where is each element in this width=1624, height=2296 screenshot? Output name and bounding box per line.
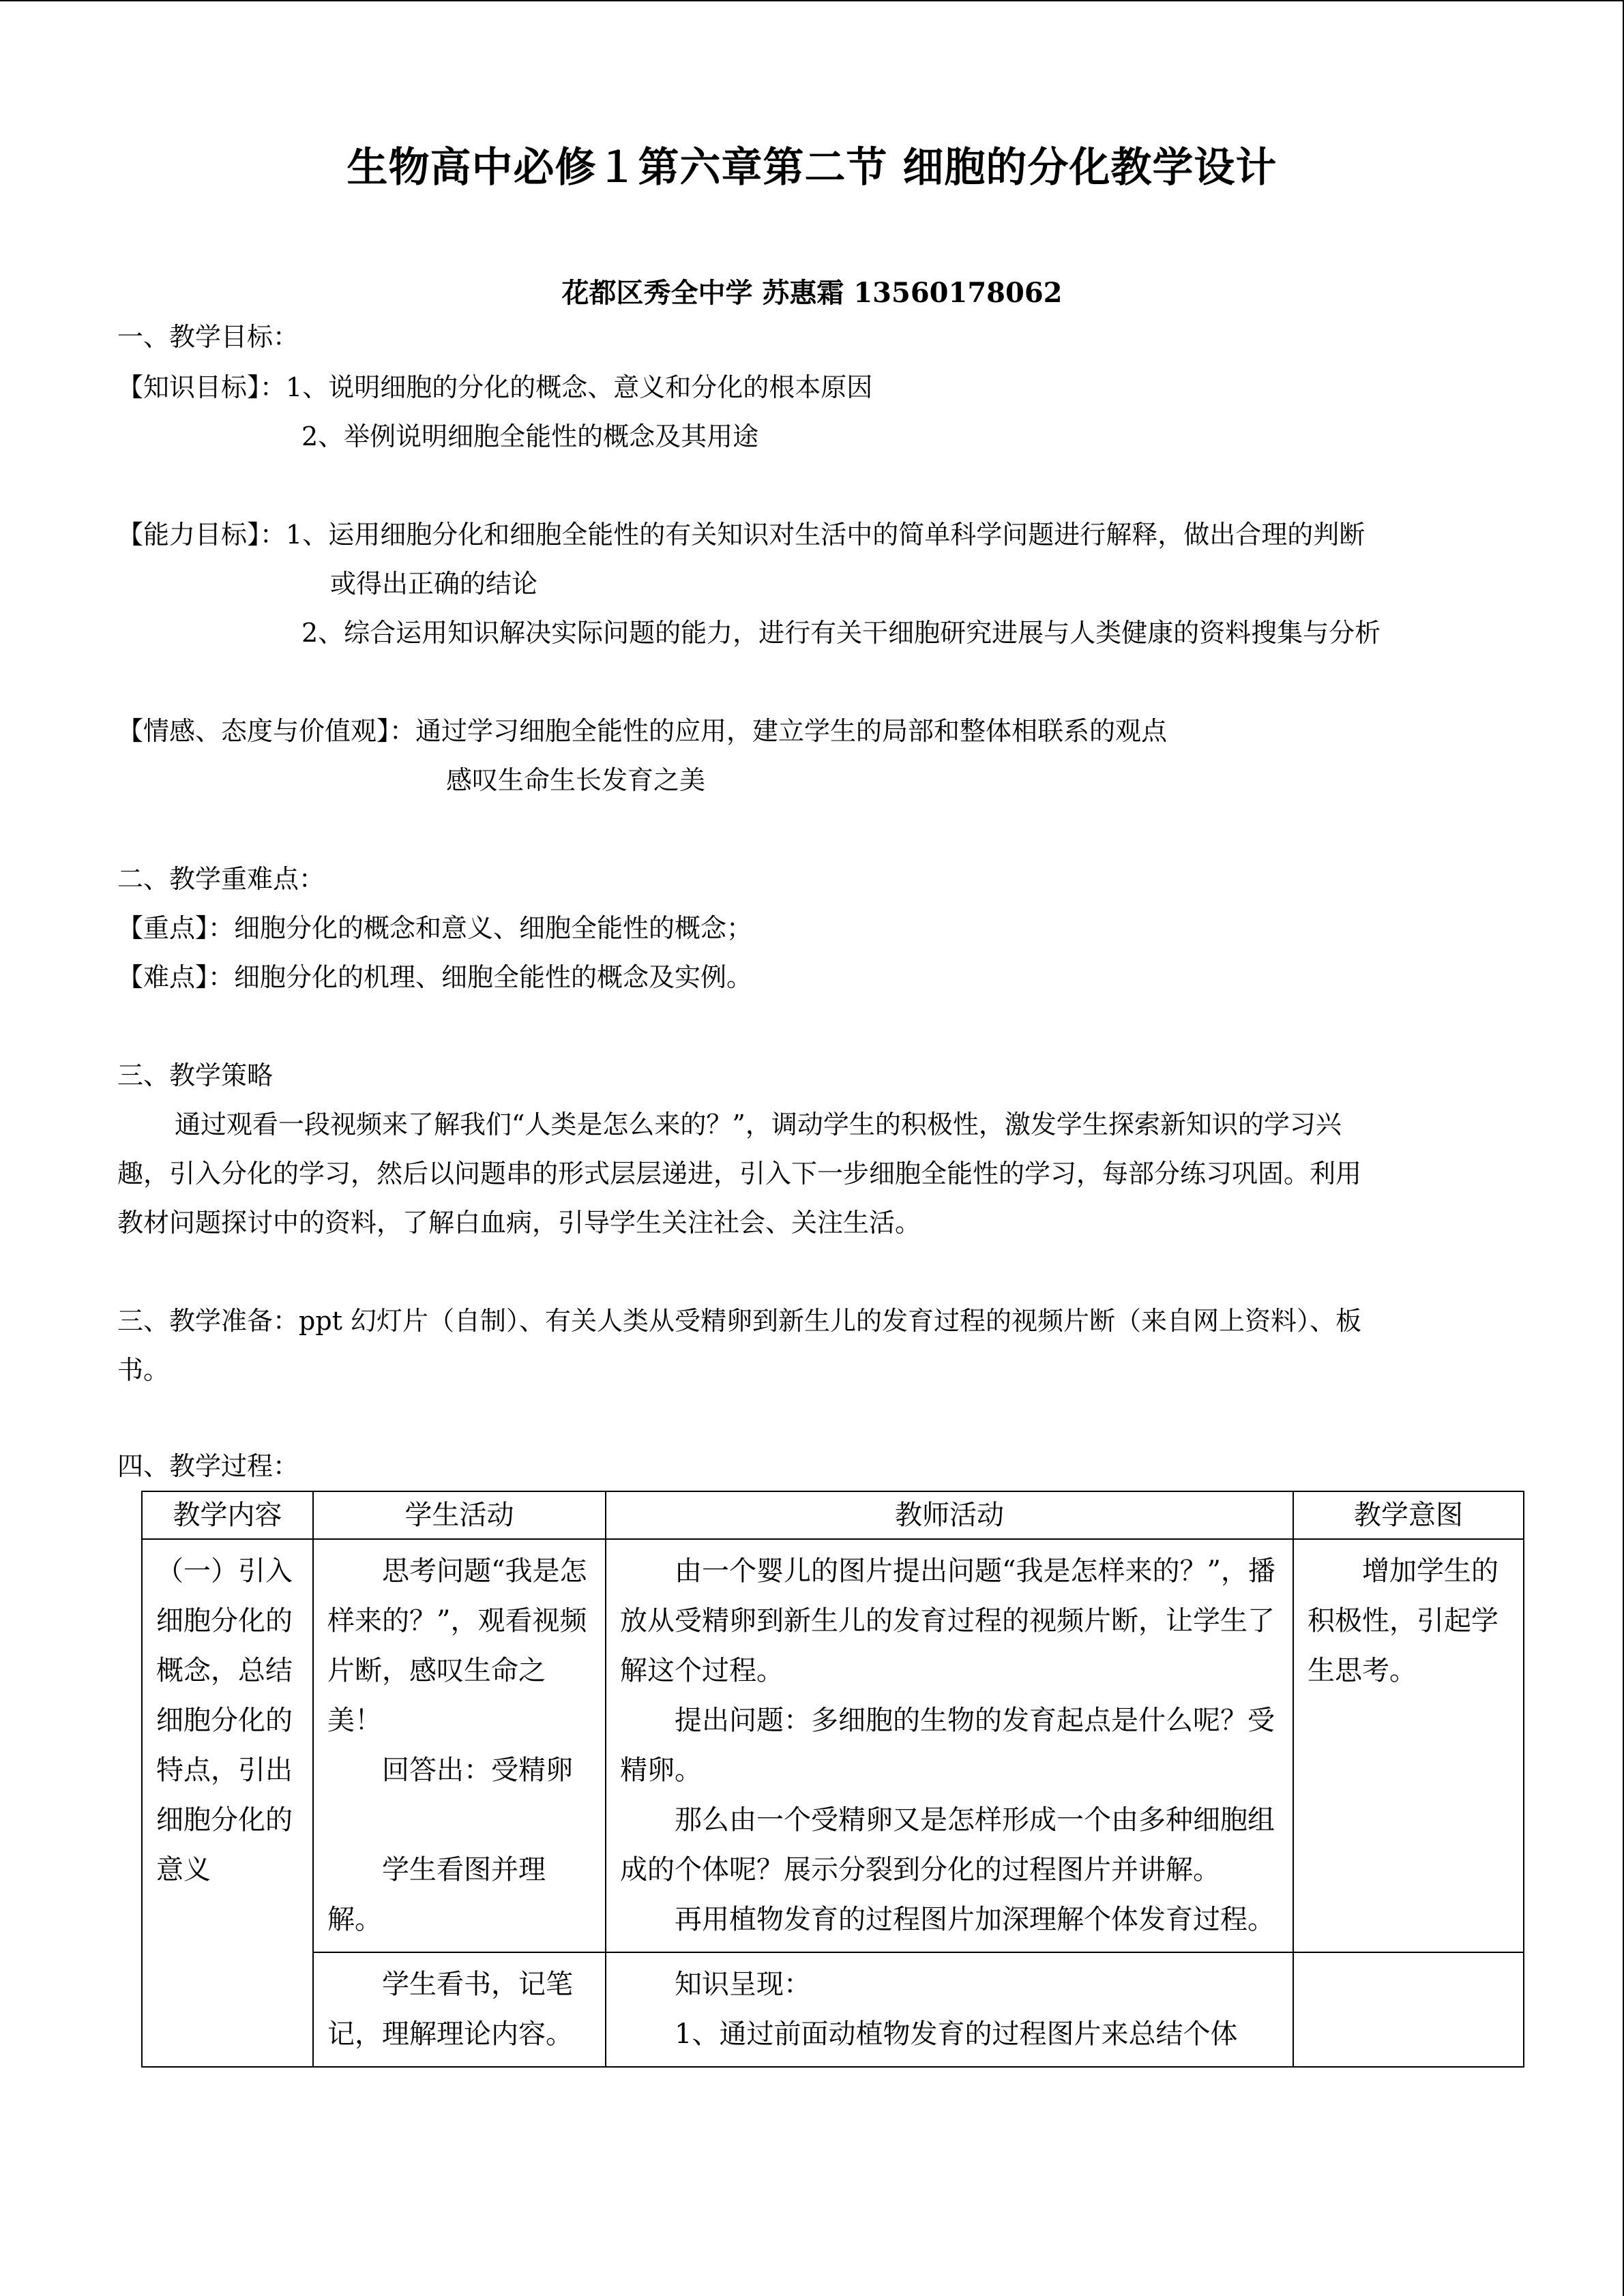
preparation-line-2: 书。	[117, 1355, 170, 1385]
document-title: 生物高中必修１第六章第二节 细胞的分化教学设计	[346, 144, 1278, 192]
teacher-text-4: 再用植物发育的过程图片加深理解个体发育过程。	[675, 1904, 1275, 1935]
table-row	[142, 1539, 1524, 1952]
teacher-text-3: 那么由一个受精卵又是怎样形成一个由多种细胞组成的个体呢？展示分裂到分化的过程图片并讲解。	[620, 1804, 1275, 1885]
knowledge-goal-item-2: 2、举例说明细胞全能性的概念及其用途	[301, 421, 759, 451]
teacher-text-6: 1、通过前面动植物发育的过程图片来总结个体	[675, 2018, 1238, 2050]
key-point: 【重点】：细胞分化的概念和意义、细胞全能性的概念；	[117, 913, 753, 943]
intent-text: 增加学生的积极性，引起学生思考。	[1308, 1555, 1498, 1686]
emotion-goal-item-2: 感叹生命生长发育之美	[446, 765, 706, 795]
table-header-row	[142, 1491, 1524, 1539]
header-student: 学生活动	[313, 1491, 606, 1539]
teacher-text-2: 提出问题：多细胞的生物的发育起点是什么呢？受精卵。	[620, 1705, 1275, 1786]
cell-intent	[1293, 1539, 1524, 1952]
strategy-heading: 三、教学策略	[117, 1060, 274, 1090]
ability-goal-item-1-cont: 或得出正确的结论	[330, 569, 538, 599]
author-line: 花都区秀全中学 苏惠霜 13560178062	[561, 277, 1063, 309]
cell-teacher	[606, 1539, 1293, 1952]
process-heading: 四、教学过程：	[117, 1451, 299, 1481]
cell-student-2	[313, 1952, 606, 2067]
process-table	[141, 1491, 1524, 2068]
cell-content	[142, 1539, 313, 2067]
preparation-line-1: 三、教学准备：ppt 幻灯片（自制）、有关人类从受精卵到新生儿的发育过程的视频片断（来自网上资料）、板	[117, 1306, 1362, 1336]
cell-student	[313, 1539, 606, 1952]
emotion-goal-item-1: 通过学习细胞全能性的应用，建立学生的局部和整体相联系的观点	[415, 716, 1168, 746]
student-text-1: 思考问题“我是怎样来的？”，观看视频片断，感叹生命之美！	[327, 1555, 587, 1736]
student-text-2: 回答出：受精卵	[382, 1755, 573, 1786]
table-row	[142, 1952, 1524, 2067]
knowledge-goal	[117, 370, 872, 405]
ability-goal-label: 【能力目标】：	[117, 520, 286, 550]
page-border-top	[0, 0, 1624, 1]
difficult-point: 【难点】：细胞分化的机理、细胞全能性的概念及实例。	[117, 962, 753, 992]
student-text-3: 学生看图并理解。	[327, 1854, 546, 1935]
ability-goal	[117, 517, 1365, 552]
cell-intent-2	[1293, 1952, 1524, 2067]
student-text-4: 学生看书，记笔记，理解理论内容。	[327, 1969, 573, 2050]
strategy-line-2: 趣，引入分化的学习，然后以问题串的形式层层递进，引入下一步细胞全能性的学习，每部分练习巩固。利用	[117, 1159, 1362, 1189]
strategy-line-3: 教材问题探讨中的资料，了解白血病，引导学生关注社会、关注生活。	[117, 1208, 921, 1238]
ability-goal-item-1: 1、运用细胞分化和细胞全能性的有关知识对生活中的简单科学问题进行解释，做出合理的判断	[286, 520, 1365, 550]
knowledge-goal-item-1: 1、说明细胞的分化的概念、意义和分化的根本原因	[286, 372, 873, 402]
ability-goal-item-2: 2、综合运用知识解决实际问题的能力，进行有关干细胞研究进展与人类健康的资料搜集与分析	[301, 618, 1381, 648]
strategy-line-1: 通过观看一段视频来了解我们“人类是怎么来的？”，调动学生的积极性，激发学生探索新知识的学习兴	[175, 1109, 1342, 1139]
emotion-goal	[117, 713, 1167, 749]
teacher-text-5: 知识呈现：	[675, 1969, 811, 2000]
header-intent: 教学意图	[1293, 1491, 1524, 1539]
header-content: 教学内容	[142, 1491, 313, 1539]
content-text: （一）引入细胞分化的概念，总结细胞分化的特点，引出细胞分化的意义	[156, 1555, 293, 1885]
knowledge-goal-label: 【知识目标】：	[117, 372, 286, 402]
goals-heading: 一、教学目标：	[117, 322, 299, 352]
teacher-text-1: 由一个婴儿的图片提出问题“我是怎样来的？”，播放从受精卵到新生儿的发育过程的视频片断，让学生了解这个过程。	[620, 1555, 1275, 1686]
cell-teacher-2	[606, 1952, 1293, 2067]
keypoints-heading: 二、教学重难点：	[117, 864, 325, 894]
header-teacher: 教师活动	[606, 1491, 1293, 1539]
emotion-goal-label: 【情感、态度与价值观】：	[117, 716, 416, 746]
